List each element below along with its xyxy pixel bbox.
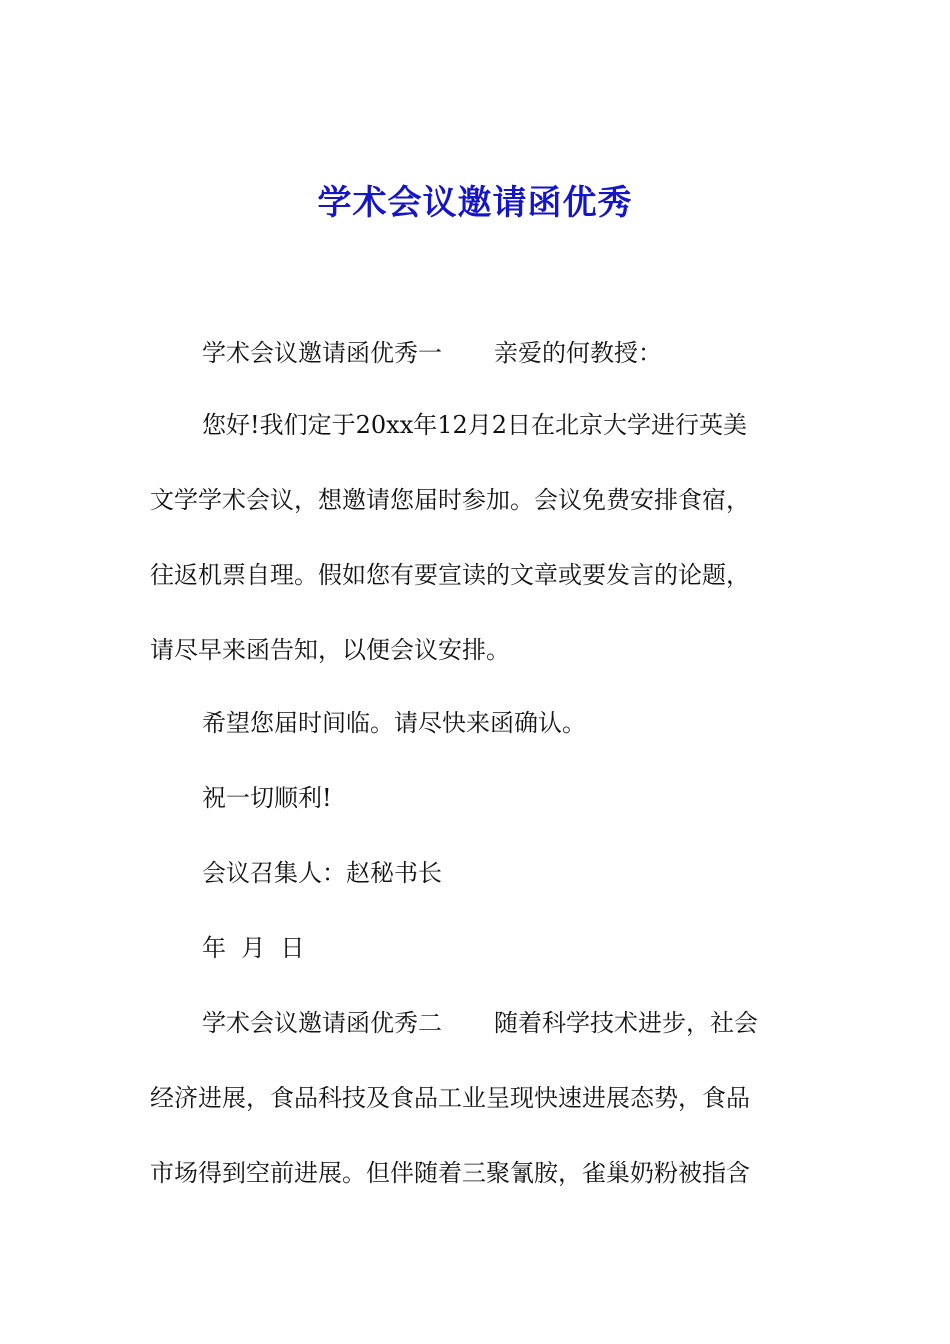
paragraph-text: 希望您届时间临。请尽快来函确认。	[202, 709, 586, 737]
body-line-4	[150, 558, 810, 592]
body-line-1	[202, 336, 862, 370]
section-heading-two: 学术会议邀请函优秀二	[202, 1009, 442, 1037]
signature-line: 会议召集人：赵秘书长	[202, 859, 442, 887]
paragraph-text: 文学学术会议，想邀请您届时参加。会议免费安排食宿，	[150, 486, 750, 514]
body-line-8	[202, 856, 862, 890]
body-line-11	[150, 1081, 810, 1115]
body-line-10	[202, 1006, 862, 1040]
document-title: 学术会议邀请函优秀	[317, 183, 633, 223]
paragraph-text: 市场得到空前进展。但伴随着三聚氰胺，雀巢奶粉被指含	[150, 1159, 750, 1187]
body-line-5	[150, 633, 810, 667]
closing-wish: 祝一切顺利!	[202, 784, 332, 812]
body-line-7	[202, 781, 862, 815]
paragraph-text: 请尽早来函告知，以便会议安排。	[150, 636, 510, 664]
body-line-6	[202, 706, 862, 740]
body-line-12	[150, 1156, 810, 1190]
body-line-3	[150, 483, 810, 517]
paragraph-text: 您好!我们定于20xx年12月2日在北京大学进行英美	[202, 411, 748, 439]
body-line-2	[202, 408, 862, 442]
paragraph-text: 往返机票自理。假如您有要宣读的文章或要发言的论题，	[150, 561, 750, 589]
section-heading-one: 学术会议邀请函优秀一	[202, 339, 442, 367]
paragraph-text: 经济进展，食品科技及食品工业呈现快速进展态势，食品	[150, 1084, 750, 1112]
salutation: 亲爱的何教授：	[494, 339, 662, 367]
body-line-9	[202, 931, 862, 965]
paragraph-text: 随着科学技术进步，社会	[494, 1009, 758, 1037]
date-line: 年 月 日	[202, 934, 305, 962]
